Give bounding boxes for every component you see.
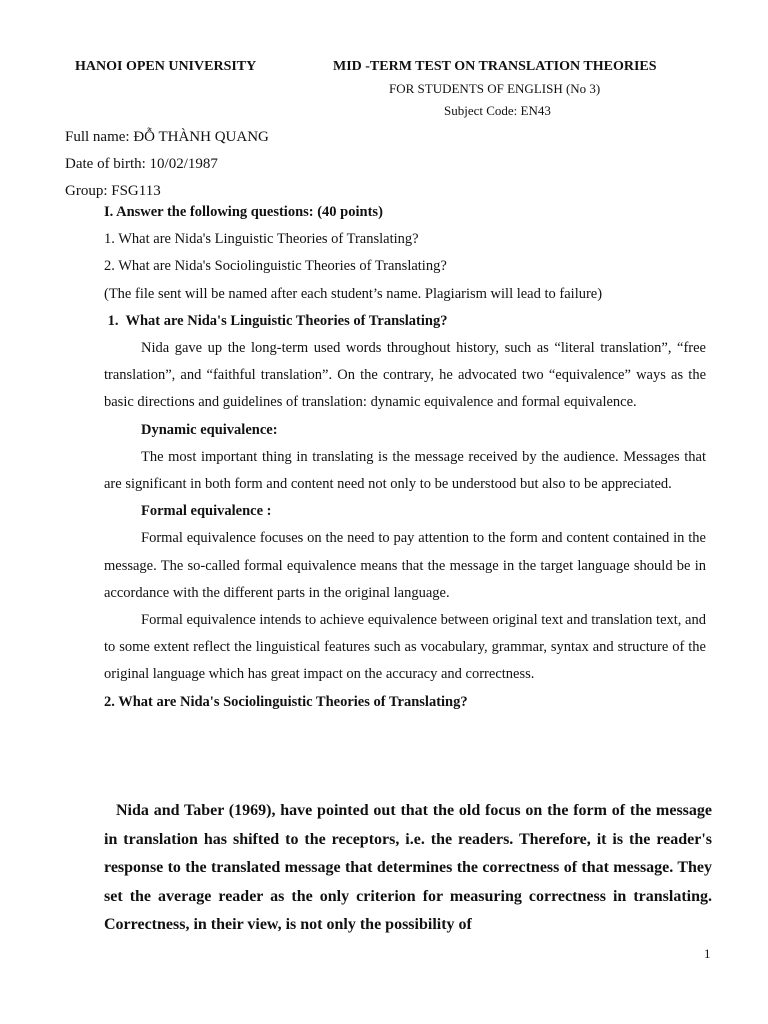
question-2: 2. What are Nida's Sociolinguistic Theories of Translating?	[104, 258, 447, 275]
student-full-name: Full name: ĐỖ THÀNH QUANG	[65, 129, 269, 145]
student-date-of-birth: Date of birth: 10/02/1987	[65, 156, 218, 172]
for-students-line: FOR STUDENTS OF ENGLISH (No 3)	[389, 81, 601, 96]
student-group: Group: FSG113	[65, 183, 161, 199]
answer-2-paragraph: Nida and Taber (1969), have pointed out that the old focus on the form of the message in translation has shifted to the receptors, i.e. the readers. Therefore, it is the reader's response to the translated message that determines the correctness of that message. They set the average reader as the only criterion for measuring correctness in translating. Correctness, in their view, is not only the possibility of	[104, 802, 712, 934]
section-questions	[104, 199, 706, 716]
page-number: 1	[704, 946, 711, 961]
submission-note: (The file sent will be named after each student’s name. Plagiarism will lead to failure)	[104, 285, 603, 302]
dynamic-equivalence-heading: Dynamic equivalence:	[141, 421, 278, 438]
answer-1-paragraph: Nida gave up the long-term used words throughout history, such as “literal translation”, “free translation”, and “faithful translation”. On the contrary, he advocated two “equivalence” ways as the basic directions and guidelines of translation: dynamic equivalence and formal equivalence.	[104, 340, 706, 411]
answer-1-heading: 1. What are Nida's Linguistic Theories of Translating?	[104, 312, 448, 329]
university-name: HANOI OPEN UNIVERSITY	[75, 59, 257, 74]
question-1: 1. What are Nida's Linguistic Theories of Translating?	[104, 231, 419, 248]
subject-code: Subject Code: EN43	[444, 103, 551, 118]
formal-equivalence-text-1: Formal equivalence focuses on the need to pay attention to the form and content contained in the message. The so-called formal equivalence means that the message in the target language should be in accordance with the different parts in the original language.	[104, 530, 706, 601]
answer-2-heading: 2. What are Nida's Sociolinguistic Theories of Translating?	[104, 693, 468, 710]
formal-equivalence-text-2: Formal equivalence intends to achieve equivalence between original text and translation text, and to some extent reflect the linguistical features such as vocabulary, grammar, syntax and structure of the original language which has great impact on the accuracy and correctness.	[104, 612, 706, 683]
formal-equivalence-heading: Formal equivalence :	[141, 503, 272, 520]
section-heading: I. Answer the following questions: (40 points)	[104, 204, 383, 220]
dynamic-equivalence-text: The most important thing in translating is the message received by the audience. Messages that are significant in both form and content need not only to be understood but also to be appreciated.	[104, 448, 706, 493]
test-title: MID -TERM TEST ON TRANSLATION THEORIES	[333, 59, 657, 74]
